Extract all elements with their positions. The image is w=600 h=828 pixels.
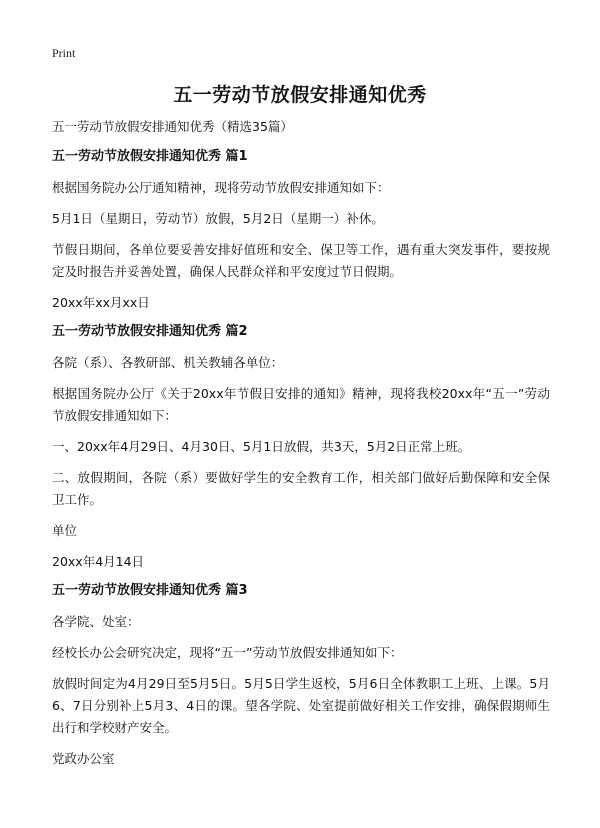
document-subtitle: 五一劳动节放假安排通知优秀（精选35篇）: [52, 119, 293, 134]
signature-line: 党政办公室: [52, 751, 115, 766]
paragraph: 各学院、处室：: [52, 614, 140, 629]
paragraph: 根据国务院办公厅《关于20xx年节假日安排的通知》精神，现将我校20xx年“五一”劳动节放假安排通知如下：: [52, 386, 550, 423]
date-line: 20xx年4月14日: [52, 554, 145, 569]
page-title: 五一劳动节放假安排通知优秀: [173, 84, 427, 106]
paragraph: 经校长办公会研究决定，现将“五一”劳动节放假安排通知如下：: [52, 645, 403, 660]
print-link[interactable]: Print: [52, 46, 76, 60]
paragraph: 二、放假期间，各院（系）要做好学生的安全教育工作，相关部门做好后勤保障和安全保卫工作。: [52, 470, 550, 507]
paragraph: 放假时间定为4月29日至5月5日。5月5日学生返校，5月6日全体教职工上班、上课。5月6、7日分别补上5月3、4日的课。望各学院、处室提前做好相关工作安排，确保假期师生出行和学校财产安全。: [52, 676, 550, 735]
paragraph: 根据国务院办公厅通知精神，现将劳动节放假安排通知如下：: [52, 180, 390, 195]
paragraph: 一、20xx年4月29日、4月30日、5月1日放假，共3天，5月2日正常上班。: [52, 439, 471, 454]
section-heading-2: 五一劳动节放假安排通知优秀 篇2: [52, 324, 248, 339]
date-line: 20xx年xx月xx日: [52, 295, 150, 310]
section-heading-1: 五一劳动节放假安排通知优秀 篇1: [52, 149, 248, 164]
paragraph: 节假日期间，各单位要妥善安排好值班和安全、保卫等工作，遇有重大突发事件，要按规定及时报告并妥善处置，确保人民群众祥和平安度过节日假期。: [52, 242, 550, 279]
document-body: [52, 118, 550, 779]
paragraph: 各院（系）、各教研部、机关教辅各单位：: [52, 355, 284, 370]
paragraph: 5月1日（星期日，劳动节）放假，5月2日（星期一）补休。: [52, 211, 384, 226]
signature-line: 单位: [52, 523, 78, 538]
section-heading-3: 五一劳动节放假安排通知优秀 篇3: [52, 583, 248, 598]
